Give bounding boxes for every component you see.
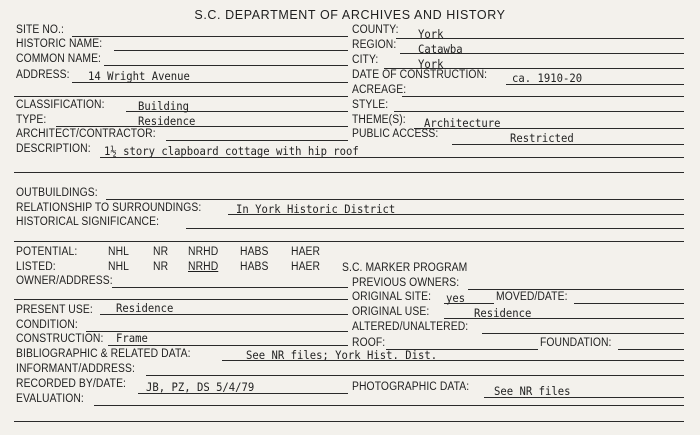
address-line	[72, 82, 348, 83]
listed-habs: HABS	[240, 261, 269, 273]
relationship-line	[228, 214, 684, 215]
altered-line	[482, 333, 684, 334]
informant-label: INFORMANT/ADDRESS:	[16, 363, 135, 375]
description-line	[100, 157, 684, 158]
present-use-line	[100, 314, 348, 315]
site-no-label: SITE NO.:	[16, 24, 64, 36]
bibliographic-label: BIBLIOGRAPHIC & RELATED DATA:	[16, 348, 191, 360]
relationship-label: RELATIONSHIP TO SURROUNDINGS:	[16, 202, 202, 214]
public-access-line	[452, 144, 684, 145]
construction-line	[108, 345, 348, 346]
owner-address-line-2	[14, 299, 348, 300]
relationship-value: In York Historic District	[236, 202, 396, 216]
site-no-line	[72, 36, 348, 37]
altered-label: ALTERED/UNALTERED:	[352, 321, 469, 333]
photographic-label: PHOTOGRAPHIC DATA:	[352, 381, 470, 393]
historic-name-label: HISTORIC NAME:	[16, 38, 103, 50]
classification-label: CLASSIFICATION:	[16, 99, 105, 111]
section-divider-1	[14, 96, 348, 97]
previous-owners-line	[468, 289, 684, 290]
style-line	[394, 111, 684, 112]
listed-nhl: NHL	[108, 261, 129, 273]
foundation-label: FOUNDATION:	[540, 337, 612, 349]
original-site-label: ORIGINAL SITE:	[352, 291, 432, 303]
previous-owners-label: PREVIOUS OWNERS:	[352, 277, 460, 289]
potential-label: POTENTIAL:	[16, 246, 78, 258]
bibliographic-value: See NR files; York Hist. Dist.	[246, 348, 438, 362]
construction-value: Frame	[116, 331, 148, 345]
historic-name-line	[114, 50, 348, 51]
acreage-label: ACREAGE:	[352, 84, 407, 96]
county-label: COUNTY:	[352, 24, 399, 36]
present-use-value: Residence	[116, 301, 174, 315]
themes-value: Architecture	[424, 116, 501, 130]
photographic-value: See NR files	[494, 384, 571, 398]
themes-label: THEME(S):	[352, 114, 406, 126]
informant-line	[146, 375, 684, 376]
evaluation-label: EVALUATION:	[16, 393, 84, 405]
recorded-by-line	[138, 393, 348, 394]
condition-label: CONDITION:	[16, 319, 78, 331]
county-value: York	[418, 27, 444, 41]
moved-date-line	[574, 303, 684, 304]
type-label: TYPE:	[16, 114, 47, 126]
recorded-by-value: JB, PZ, DS 5/4/79	[146, 380, 255, 394]
potential-habs: HABS	[240, 246, 269, 258]
themes-line	[414, 128, 684, 129]
description-continuation-line	[14, 172, 684, 173]
evaluation-continuation-line	[14, 421, 684, 422]
date-of-construction-label: DATE OF CONSTRUCTION:	[352, 69, 488, 81]
common-name-line	[104, 65, 348, 66]
moved-date-label: MOVED/DATE:	[496, 291, 568, 303]
region-value: Catawba	[418, 42, 463, 56]
original-use-value: Residence	[474, 306, 532, 320]
city-label: CITY:	[352, 54, 379, 66]
original-use-line	[444, 318, 684, 319]
address-label: ADDRESS:	[16, 69, 70, 81]
potential-nrhd: NRHD	[188, 246, 219, 258]
historical-significance-label: HISTORICAL SIGNIFICANCE:	[16, 216, 160, 228]
construction-label: CONSTRUCTION:	[16, 333, 104, 345]
date-of-construction-line	[506, 84, 684, 85]
acreage-line	[402, 96, 684, 97]
region-line	[400, 53, 684, 54]
classification-value: Building	[138, 99, 189, 113]
original-use-label: ORIGINAL USE:	[352, 306, 430, 318]
potential-haer: HAER	[291, 246, 321, 258]
foundation-line	[618, 349, 684, 350]
owner-address-label: OWNER/ADDRESS:	[16, 275, 113, 287]
present-use-label: PRESENT USE:	[16, 304, 93, 316]
listed-haer: HAER	[291, 261, 321, 273]
sc-marker-program-label: S.C. MARKER PROGRAM	[342, 262, 468, 274]
architect-line	[166, 140, 348, 141]
listed-nr: NR	[153, 261, 169, 273]
listed-label: LISTED:	[16, 261, 56, 273]
outbuildings-line	[106, 199, 684, 200]
original-site-value: yes	[446, 291, 466, 305]
evaluation-line	[94, 405, 684, 406]
listed-nrhd-underlined: NRHD	[188, 261, 219, 273]
architect-label: ARCHITECT/CONTRACTOR:	[16, 128, 156, 140]
significance-continuation-line	[14, 241, 684, 242]
description-value: 1½ story clapboard cottage with hip roof	[104, 144, 359, 158]
historical-significance-line	[186, 228, 684, 229]
classification-line	[126, 111, 348, 112]
address-value: 14 Wright Avenue	[88, 69, 190, 83]
original-site-line	[444, 303, 494, 304]
outbuildings-label: OUTBUILDINGS:	[16, 187, 98, 199]
roof-label: ROOF:	[352, 337, 386, 349]
city-value: York	[418, 57, 444, 71]
type-line	[56, 126, 348, 127]
date-of-construction-value: ca. 1910-20	[512, 71, 583, 85]
public-access-label: PUBLIC ACCESS:	[352, 128, 439, 140]
potential-nr: NR	[153, 246, 169, 258]
public-access-value: Restricted	[510, 131, 574, 145]
common-name-label: COMMON NAME:	[16, 53, 102, 65]
type-value: Residence	[138, 114, 196, 128]
county-line	[396, 38, 684, 39]
bibliographic-line	[222, 360, 684, 361]
style-label: STYLE:	[352, 99, 389, 111]
description-label: DESCRIPTION:	[16, 143, 91, 155]
recorded-by-label: RECORDED BY/DATE:	[16, 378, 127, 390]
form-title: S.C. DEPARTMENT OF ARCHIVES AND HISTORY	[194, 8, 506, 22]
potential-nhl: NHL	[108, 246, 129, 258]
photographic-line	[484, 397, 684, 398]
region-label: REGION:	[352, 39, 397, 51]
owner-address-line	[112, 287, 348, 288]
